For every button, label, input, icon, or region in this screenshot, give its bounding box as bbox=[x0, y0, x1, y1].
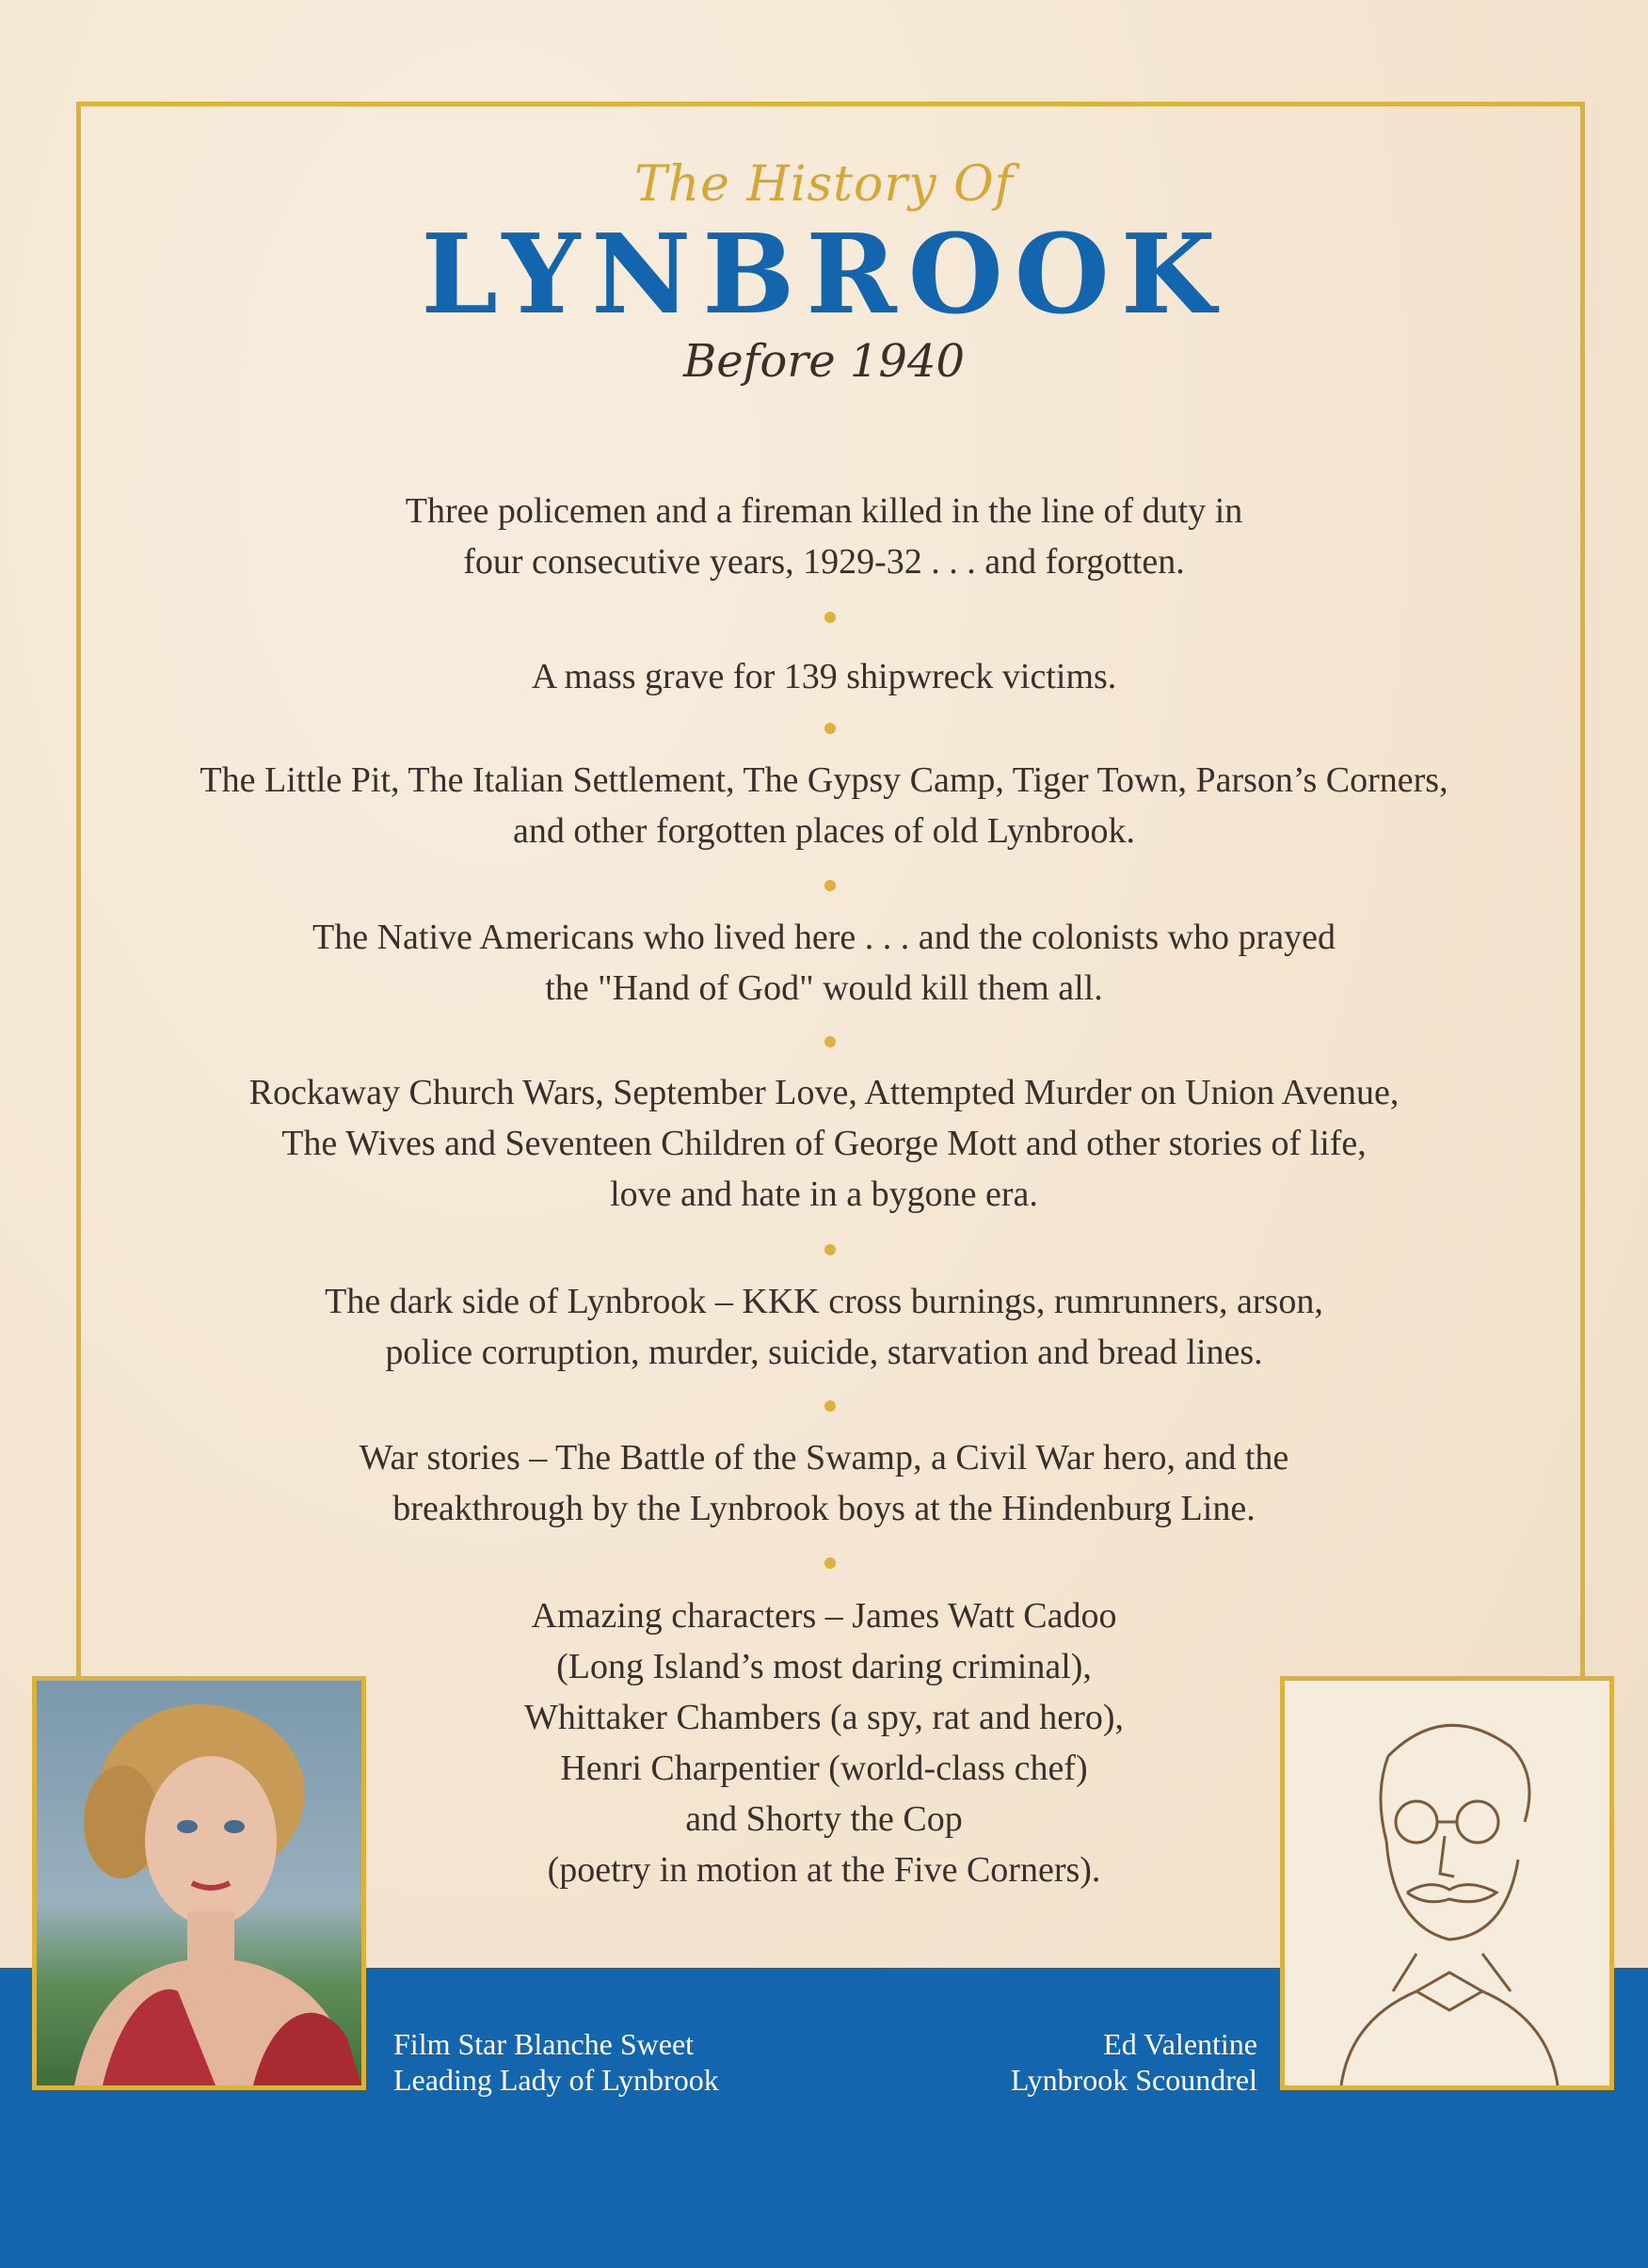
paragraph-line: The Little Pit, The Italian Settlement, The Gypsy Camp, Tiger Town, Parson’s Corners, bbox=[200, 760, 1448, 800]
paragraph-line: (poetry in motion at the Five Corners). bbox=[547, 1850, 1101, 1890]
paragraph-5 bbox=[94, 1067, 1554, 1220]
caption-line: Leading Lady of Lynbrook bbox=[393, 2063, 719, 2097]
paragraph-line: The dark side of Lynbrook – KKK cross burnings, rumrunners, arson, bbox=[325, 1282, 1323, 1321]
paragraph-line: War stories – The Battle of the Swamp, a Civil War hero, and the bbox=[359, 1438, 1289, 1477]
paragraph-6 bbox=[94, 1276, 1554, 1378]
caption-line: Film Star Blanche Sweet bbox=[393, 2027, 695, 2061]
caption-blanche-sweet bbox=[393, 2026, 719, 2098]
caption-line: Lynbrook Scoundrel bbox=[1010, 2063, 1257, 2097]
paragraph-line: Three policemen and a fireman killed in the line of duty in bbox=[405, 491, 1243, 531]
paragraph-line: Whittaker Chambers (a spy, rat and hero), bbox=[524, 1698, 1124, 1737]
paragraph-1 bbox=[94, 486, 1554, 587]
paragraph-line: (Long Island’s most daring criminal), bbox=[556, 1647, 1092, 1686]
bullet-dot bbox=[824, 723, 836, 734]
caption-line: Ed Valentine bbox=[1103, 2027, 1257, 2061]
paragraph-line: Rockaway Church Wars, September Love, Attempted Murder on Union Avenue, bbox=[248, 1073, 1400, 1112]
bullet-dot bbox=[824, 1036, 836, 1047]
sketch-portrait-ed-valentine bbox=[1280, 1676, 1614, 2090]
title-the-history-of: The History Of bbox=[634, 156, 1014, 213]
paragraph-line: Amazing characters – James Watt Cadoo bbox=[531, 1596, 1117, 1636]
bullet-dot bbox=[824, 880, 836, 891]
paragraph-line: love and hate in a bygone era. bbox=[610, 1174, 1038, 1214]
paragraph-4 bbox=[94, 912, 1554, 1014]
sketch-illustration bbox=[1285, 1681, 1609, 2085]
paragraph-line: The Wives and Seventeen Children of George Mott and other stories of life, bbox=[281, 1124, 1367, 1163]
portrait-photo-blanche-sweet bbox=[32, 1676, 366, 2090]
bullet-dot bbox=[824, 1400, 836, 1412]
title-lynbrook: LYNBROOK bbox=[421, 211, 1227, 339]
paragraph-line: and other forgotten places of old Lynbrook. bbox=[513, 811, 1135, 851]
paragraph-line: and Shorty the Cop bbox=[685, 1799, 963, 1839]
caption-ed-valentine bbox=[1011, 2026, 1257, 2098]
paragraph-line: Henri Charpentier (world-class chef) bbox=[560, 1749, 1088, 1788]
bullet-dot bbox=[824, 1244, 836, 1255]
portrait-illustration bbox=[37, 1681, 361, 2085]
paragraph-line: The Native Americans who lived here . . . and the colonists who prayed bbox=[312, 918, 1336, 957]
paragraph-3 bbox=[94, 755, 1554, 856]
paragraph-line: breakthrough by the Lynbrook boys at the Hindenburg Line. bbox=[392, 1489, 1256, 1528]
paragraph-7 bbox=[94, 1432, 1554, 1534]
bullet-dot bbox=[824, 612, 836, 623]
paragraph-line: A mass grave for 139 shipwreck victims. bbox=[531, 657, 1117, 696]
bullet-dot bbox=[824, 1557, 836, 1569]
title-before-1940: Before 1940 bbox=[682, 335, 966, 388]
paragraph-2 bbox=[94, 651, 1554, 702]
paragraph-line: four consecutive years, 1929-32 . . . and forgotten. bbox=[463, 542, 1185, 582]
paragraph-line: police corruption, murder, suicide, starvation and bread lines. bbox=[385, 1333, 1263, 1372]
paragraph-line: the "Hand of God" would kill them all. bbox=[545, 968, 1103, 1008]
